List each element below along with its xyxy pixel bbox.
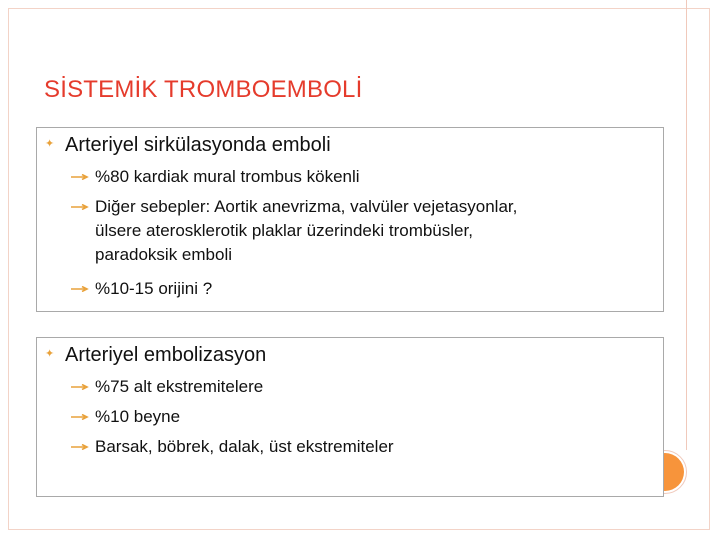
section-heading-text: Arteriyel embolizasyon [65, 344, 267, 366]
section-heading-text: Arteriyel sirkülasyonda emboli [65, 134, 331, 156]
list-item-text: %10 beyne [95, 407, 181, 426]
list-item-text-continued: paradoksik emboli [95, 245, 233, 264]
list-item [95, 165, 360, 189]
decorative-line [686, 0, 687, 450]
list-item-text: %75 alt ekstremitelere [95, 377, 264, 396]
dash-bullet-icon [71, 414, 89, 420]
list-item-text: %80 kardiak mural trombus kökenli [95, 167, 360, 186]
list-item-text: Diğer sebepler: Aortik anevrizma, valvüler vejetasyonlar, [95, 197, 518, 216]
list-item-text: Barsak, böbrek, dalak, üst ekstremiteler [95, 437, 394, 456]
list-item [95, 405, 180, 429]
slide-title: SİSTEMİK TROMBOEMBOLİ [44, 76, 363, 103]
dash-bullet-icon [71, 204, 89, 210]
content-box-embolism-sources [36, 127, 664, 312]
dash-bullet-icon [71, 286, 89, 292]
dash-bullet-icon [71, 384, 89, 390]
content-box-embolization-sites [36, 337, 664, 497]
list-item-text: %10-15 orijini ? [95, 279, 213, 298]
list-item [95, 195, 517, 267]
list-item [95, 277, 212, 301]
sun-bullet-icon: ✦ [45, 138, 55, 150]
sun-bullet-icon: ✦ [45, 348, 55, 360]
list-item [95, 435, 394, 459]
section-heading [45, 134, 331, 157]
list-item-text-continued: ülsere aterosklerotik plaklar üzerindeki trombüsler, [95, 221, 473, 240]
dash-bullet-icon [71, 174, 89, 180]
dash-bullet-icon [71, 444, 89, 450]
section-heading [45, 344, 267, 367]
list-item [95, 375, 263, 399]
